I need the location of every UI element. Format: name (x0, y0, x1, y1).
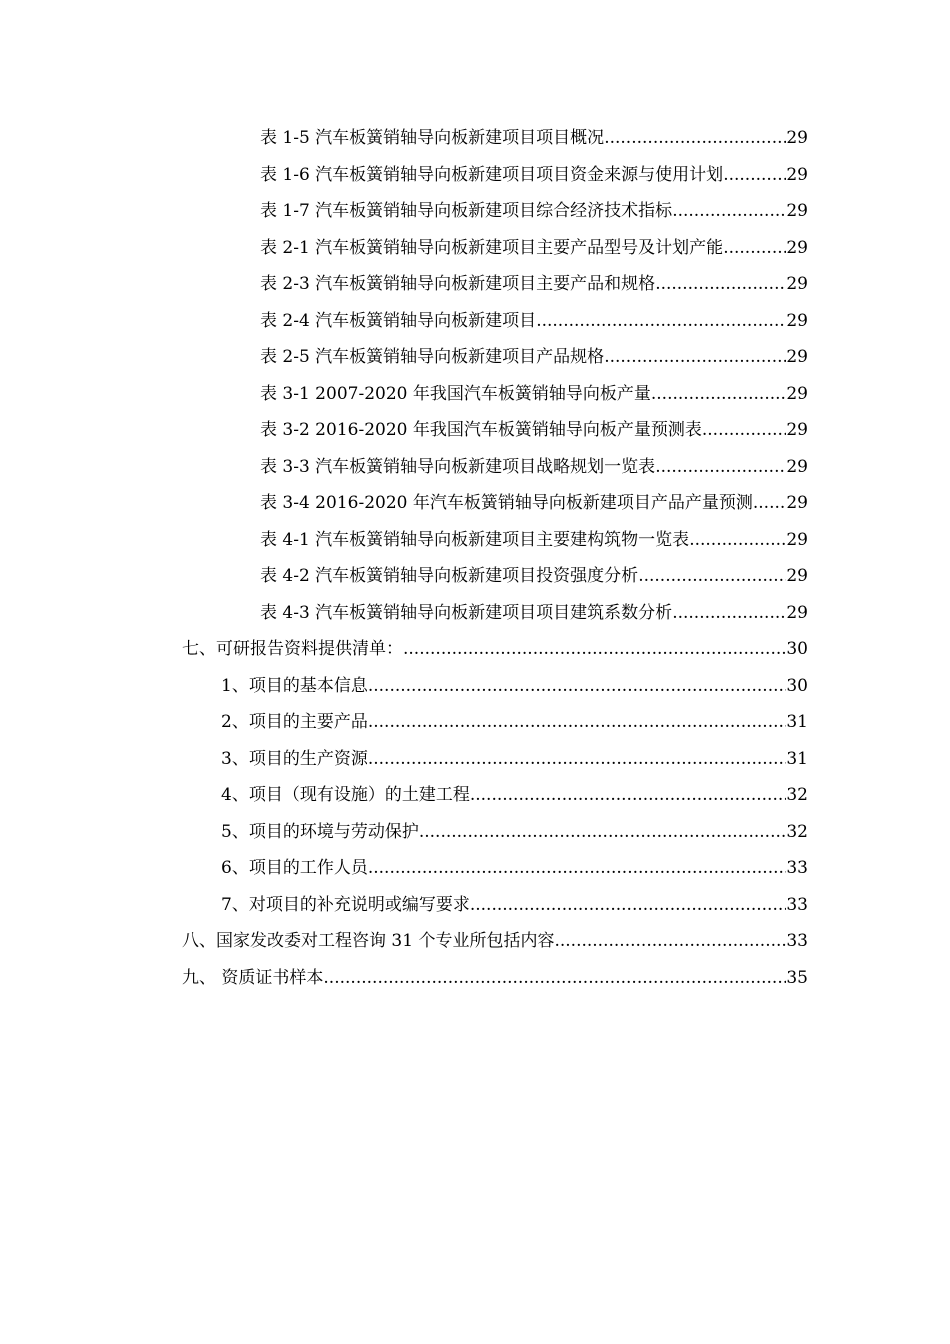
toc-entry[interactable] (221, 887, 808, 923)
toc-entry-title: 表 2-5 汽车板簧销轴导向板新建项目产品规格 (260, 347, 605, 367)
toc-entry-title: 表 3-2 2016-2020 年我国汽车板簧销轴导向板产量预测表 (260, 420, 702, 440)
toc-page-number: 29 (786, 237, 808, 258)
toc-leader-dots (723, 230, 786, 266)
toc-entry-title: 3、项目的生产资源 (221, 748, 368, 769)
toc-entry-title: 表 1-7 汽车板簧销轴导向板新建项目综合经济技术指标 (260, 201, 673, 221)
toc-leader-dots (655, 266, 786, 302)
toc-entry[interactable] (260, 230, 808, 266)
toc-entry-title: 表 4-3 汽车板簧销轴导向板新建项目项目建筑系数分析 (260, 602, 673, 623)
toc-leader-dots (604, 339, 786, 375)
toc-page-number: 29 (786, 602, 808, 623)
toc-leader-dots (368, 741, 787, 777)
toc-entry-title: 4、项目（现有设施）的土建工程 (221, 785, 470, 805)
toc-page-number: 29 (786, 310, 808, 331)
toc-page-number: 33 (786, 858, 808, 878)
toc-page-number: 30 (786, 675, 808, 696)
toc-entry-title: 表 2-4 汽车板簧销轴导向板新建项目 (260, 310, 537, 331)
toc-leader-dots (368, 668, 787, 704)
toc-entry[interactable] (221, 668, 808, 704)
toc-entry[interactable] (260, 412, 808, 448)
toc-entry[interactable] (260, 157, 808, 193)
toc-page-number: 35 (786, 967, 808, 988)
toc-entry[interactable] (260, 485, 808, 521)
toc-entry-title: 七、可研报告资料提供清单： (182, 639, 403, 659)
toc-leader-dots (672, 193, 786, 229)
toc-entry-title: 7、对项目的补充说明或编写要求 (221, 894, 470, 915)
toc-page-number: 31 (786, 748, 808, 769)
toc-leader-dots (323, 960, 786, 996)
toc-entry-title: 表 3-4 2016-2020 年汽车板簧销轴导向板新建项目产品产量预测 (260, 493, 753, 513)
toc-entry[interactable] (221, 850, 808, 886)
toc-page-number: 29 (786, 128, 808, 148)
toc-entry[interactable] (221, 741, 808, 777)
toc-entry-title: 5、项目的环境与劳动保护 (221, 821, 419, 842)
toc-entry[interactable] (260, 339, 808, 375)
toc-entry[interactable] (260, 120, 808, 156)
toc-page-number: 29 (786, 566, 808, 586)
toc-leader-dots (604, 120, 786, 156)
toc-page-number: 33 (786, 931, 808, 951)
toc-entry-title: 2、项目的主要产品 (221, 712, 368, 732)
toc-leader-dots (702, 412, 787, 448)
toc-entry-title: 八、国家发改委对工程咨询 31 个专业所包括内容 (182, 931, 555, 951)
toc-page-number: 32 (786, 785, 808, 805)
toc-page-number: 29 (786, 493, 808, 513)
toc-entry[interactable] (260, 303, 808, 339)
toc-entry-title: 6、项目的工作人员 (221, 858, 368, 878)
toc-entry-title: 表 4-1 汽车板簧销轴导向板新建项目主要建构筑物一览表 (260, 529, 690, 550)
toc-entry-title: 表 4-2 汽车板簧销轴导向板新建项目投资强度分析 (260, 566, 639, 586)
toc-leader-dots (655, 449, 786, 485)
toc-leader-dots (536, 303, 786, 339)
toc-entry-title: 1、项目的基本信息 (221, 675, 368, 696)
toc-entry[interactable] (221, 704, 808, 740)
toc-page-number: 29 (786, 529, 808, 550)
toc-leader-dots (368, 704, 787, 740)
toc-entry[interactable] (260, 558, 808, 594)
toc-leader-dots (403, 631, 786, 667)
toc-leader-dots (419, 814, 787, 850)
toc-page-number: 29 (786, 201, 808, 221)
toc-page-number: 29 (786, 164, 808, 185)
toc-entry[interactable] (182, 631, 808, 667)
toc-page-number: 29 (786, 274, 808, 294)
toc-entry[interactable] (182, 960, 808, 996)
toc-leader-dots (470, 887, 787, 923)
toc-entry[interactable] (260, 376, 808, 412)
toc-page-number: 29 (786, 383, 808, 404)
toc-page-number: 29 (786, 347, 808, 367)
toc-leader-dots (638, 558, 786, 594)
toc-entry-title: 表 2-1 汽车板簧销轴导向板新建项目主要产品型号及计划产能 (260, 237, 724, 258)
toc-page-number: 29 (786, 456, 808, 477)
toc-page-number: 32 (786, 821, 808, 842)
toc-entry[interactable] (260, 595, 808, 631)
toc-entry[interactable] (221, 814, 808, 850)
toc-leader-dots (651, 376, 787, 412)
toc-page-number: 31 (786, 712, 808, 732)
toc-leader-dots (689, 522, 786, 558)
toc-leader-dots (554, 923, 786, 959)
toc-entry-title: 表 3-1 2007-2020 年我国汽车板簧销轴导向板产量 (260, 383, 651, 404)
toc-leader-dots (672, 595, 786, 631)
toc-leader-dots (368, 850, 787, 886)
toc-entry[interactable] (182, 923, 808, 959)
toc-page-number: 30 (786, 639, 808, 659)
toc-entry[interactable] (260, 193, 808, 229)
toc-page-number: 33 (786, 894, 808, 915)
toc-entry-title: 表 1-6 汽车板簧销轴导向板新建项目项目资金来源与使用计划 (260, 164, 724, 185)
toc-entry-title: 表 2-3 汽车板簧销轴导向板新建项目主要产品和规格 (260, 274, 656, 294)
toc-entry[interactable] (221, 777, 808, 813)
toc-entry-title: 表 3-3 汽车板簧销轴导向板新建项目战略规划一览表 (260, 456, 656, 477)
toc-entry[interactable] (260, 449, 808, 485)
toc-leader-dots (753, 485, 787, 521)
toc-leader-dots (723, 157, 786, 193)
toc-entry[interactable] (260, 266, 808, 302)
toc-page-number: 29 (786, 420, 808, 440)
toc-entry-title: 表 1-5 汽车板簧销轴导向板新建项目项目概况 (260, 128, 605, 148)
toc-entry[interactable] (260, 522, 808, 558)
toc-leader-dots (470, 777, 787, 813)
toc-entry-title: 九、 资质证书样本 (182, 967, 324, 988)
